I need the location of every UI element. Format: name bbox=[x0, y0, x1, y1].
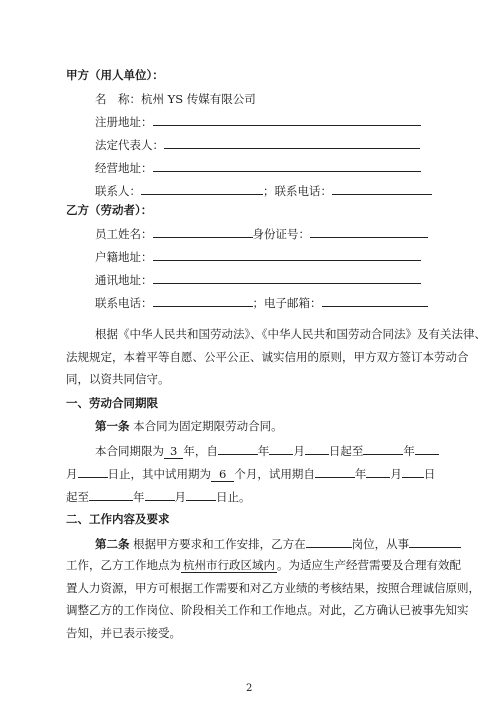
article-2-text-b: 岗位，从事 bbox=[351, 537, 410, 551]
start-year-unit: 年 bbox=[257, 444, 270, 458]
page-number: 2 bbox=[246, 683, 253, 694]
probation-start-month-unit: 月 bbox=[390, 467, 402, 481]
party-a-contact-label: 联系人： bbox=[95, 184, 141, 198]
duty-blank[interactable] bbox=[409, 535, 461, 548]
probation-end-year-blank[interactable] bbox=[89, 488, 133, 501]
party-a-legal-rep-label: 法定代表人： bbox=[95, 138, 164, 152]
party-b-phone-line bbox=[95, 294, 428, 310]
party-a-heading: 甲方（用人单位）： bbox=[66, 68, 164, 82]
preamble-line-2: 法规规定，本着平等自愿、公平公正、诚实信用的原则，甲方双方签订本劳动合 bbox=[66, 350, 469, 364]
term-years[interactable]: 3 bbox=[164, 444, 183, 459]
section-1-title: 一、劳动合同期限 bbox=[66, 396, 158, 410]
end-year-blank[interactable] bbox=[363, 442, 403, 455]
article-2-label: 第二条 bbox=[95, 537, 130, 551]
party-a-name-value: 杭州 YS 传媒有限公司 bbox=[141, 92, 256, 106]
party-b-mail-addr-label: 通讯地址： bbox=[95, 273, 153, 287]
workplace-value[interactable]: 杭州市行政区域内 bbox=[183, 558, 275, 572]
article-2-line-2 bbox=[66, 558, 461, 572]
party-b-id-label: 身份证号： bbox=[252, 227, 310, 241]
party-b-phone-blank[interactable] bbox=[153, 294, 253, 307]
probation-start-label: 个月，试用期自 bbox=[234, 467, 315, 481]
preamble-line-3: 同，以资共同信守。 bbox=[66, 372, 170, 386]
end-month-unit: 月 bbox=[66, 467, 78, 481]
party-a-name-label: 名 称： bbox=[95, 92, 141, 106]
party-a-contact-line bbox=[95, 182, 432, 198]
probation-start-month-blank[interactable] bbox=[366, 465, 390, 478]
article-2-text-c: 工作，乙方工作地点为 bbox=[66, 558, 181, 572]
article-1-line bbox=[95, 419, 283, 433]
probation-start-year-unit: 年 bbox=[354, 467, 367, 481]
party-b-name-blank[interactable] bbox=[153, 225, 253, 238]
party-a-reg-addr-blank[interactable] bbox=[153, 113, 421, 126]
probation-end-day-blank[interactable] bbox=[186, 488, 216, 501]
party-b-mail-addr-blank[interactable] bbox=[153, 271, 421, 284]
party-a-reg-addr-label: 注册地址： bbox=[95, 115, 153, 129]
party-a-name-line bbox=[95, 92, 256, 106]
article-2-line-4: 调整乙方的工作岗位、阶段相关工作和工作地点。对此，乙方确认已被事先知实 bbox=[66, 603, 469, 617]
party-b-hukou-blank[interactable] bbox=[153, 248, 421, 261]
party-b-id-blank[interactable] bbox=[310, 225, 428, 238]
term-prefix: 本合同期限为 bbox=[95, 444, 164, 458]
section-2-title: 二、工作内容及要求 bbox=[66, 512, 170, 526]
start-month-unit: 月 bbox=[293, 444, 305, 458]
party-b-mail-addr-line bbox=[95, 271, 421, 287]
party-b-hukou-line bbox=[95, 248, 421, 264]
party-b-name-line bbox=[95, 225, 428, 241]
party-a-phone-label: ；联系电话： bbox=[263, 184, 332, 198]
party-a-legal-rep-line bbox=[95, 136, 420, 152]
party-b-hukou-label: 户籍地址： bbox=[95, 250, 153, 264]
term-line-3 bbox=[66, 488, 251, 504]
end-year-unit: 年 bbox=[403, 444, 415, 458]
probation-end-year-unit: 年 bbox=[133, 490, 145, 504]
party-a-op-addr-blank[interactable] bbox=[153, 159, 421, 172]
party-b-email-blank[interactable] bbox=[322, 294, 428, 307]
term-line-1 bbox=[95, 442, 439, 458]
article-1-text: 本合同为固定期限劳动合同。 bbox=[133, 419, 283, 433]
party-a-op-addr-line bbox=[95, 159, 421, 175]
party-a-phone-blank[interactable] bbox=[332, 182, 432, 195]
party-b-phone-label: 联系电话： bbox=[95, 296, 153, 310]
article-2-line-3: 置人力资源，甲方可根据工作需要和对乙方业绩的考核结果，按照合理诚信原则， bbox=[66, 581, 480, 595]
term-line-2: 月 日止，其中试用期为 6 个月，试用期自 年 月 日 bbox=[66, 467, 436, 481]
party-a-contact-blank[interactable] bbox=[141, 182, 263, 195]
start-month-blank[interactable] bbox=[269, 442, 293, 455]
preamble-line-1: 根据《中华人民共和国劳动法》、《中华人民共和国劳动合同法》及有关法律、 bbox=[95, 327, 486, 341]
article-2-line-1 bbox=[95, 535, 461, 551]
term-year-from-label: 年，自 bbox=[183, 444, 218, 458]
article-1-label: 第一条 bbox=[95, 419, 130, 433]
probation-end-month-blank[interactable] bbox=[145, 488, 175, 501]
party-b-email-label: ；电子邮箱： bbox=[252, 296, 322, 310]
article-2-line-5: 告知，并已表示接受。 bbox=[66, 626, 181, 640]
probation-start-day-blank[interactable] bbox=[402, 465, 424, 478]
probation-end-day-unit: 日止。 bbox=[216, 490, 251, 504]
probation-end-from: 起至 bbox=[66, 490, 89, 504]
article-2-text-a: 根据甲方要求和工作安排，乙方在 bbox=[133, 537, 306, 551]
party-a-op-addr-label: 经营地址： bbox=[95, 161, 153, 175]
party-b-name-label: 员工姓名： bbox=[95, 227, 153, 241]
probation-start-year-blank[interactable] bbox=[315, 465, 355, 478]
probation-end-month-unit: 月 bbox=[174, 490, 186, 504]
party-a-reg-addr-line bbox=[95, 113, 421, 129]
party-a-legal-rep-blank[interactable] bbox=[164, 136, 420, 149]
probation-label: 日止，其中试用期为 bbox=[107, 467, 211, 481]
start-day-unit: 日起至 bbox=[328, 444, 364, 458]
end-year-tail-blank[interactable] bbox=[415, 442, 439, 455]
probation-months[interactable]: 6 bbox=[211, 467, 234, 482]
start-year-blank[interactable] bbox=[218, 442, 258, 455]
position-blank[interactable] bbox=[306, 535, 352, 548]
start-day-blank[interactable] bbox=[305, 442, 329, 455]
article-2-text-d: 。为适应生产经营需要及合理有效配 bbox=[277, 558, 461, 572]
party-b-heading: 乙方（劳动者）： bbox=[66, 203, 153, 217]
end-day-blank[interactable] bbox=[78, 465, 108, 478]
